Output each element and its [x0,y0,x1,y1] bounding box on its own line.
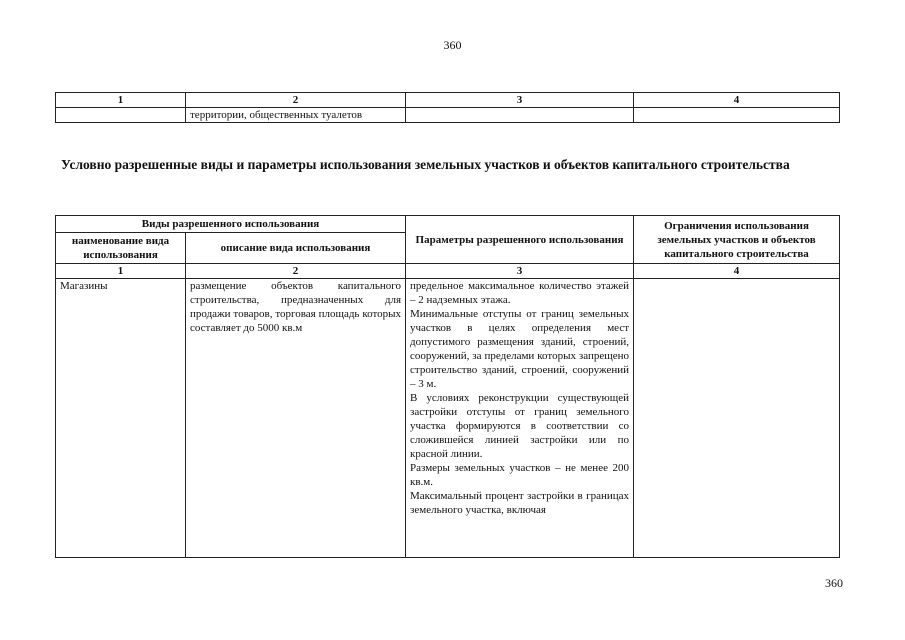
column-number-row [56,264,840,279]
column-number: 3 [406,93,634,108]
page-number-top: 360 [443,38,462,52]
params-header: Параметры разрешенного использования [406,216,634,264]
continuation-text: территории, общественных туалетов [186,108,406,123]
column-number: 3 [406,264,634,279]
limits-header: Ограничения использования земельных участков и объектов капитального строительства [634,216,840,264]
column-number: 2 [186,93,406,108]
use-description: размещение объектов капитального строительства, предназначенных для продажи товаров, торговая площадь которых составляет до 5000 кв.м [186,279,406,558]
column-number: 1 [56,264,186,279]
parameter-paragraph: Размеры земельных участков – не менее 200 кв.м. [410,462,630,488]
column-number: 2 [186,264,406,279]
column-number-row [56,93,840,108]
column-number: 1 [56,93,186,108]
column-number: 4 [634,264,840,279]
page-number-bottom: 360 [825,576,843,590]
header-row [56,216,840,233]
name-header: наименование вида использования [56,233,186,264]
parameter-paragraph: В условиях реконструкции существующей застройки отступы от границ земельного участка формируются в соответствии со сложившейся линией застройки или по красной линии. [410,392,630,460]
table-cell [56,108,186,123]
use-parameters [406,279,634,558]
group-header: Виды разрешенного использования [56,216,406,233]
parameter-paragraph: Максимальный процент застройки в границах земельного участка, включая [410,490,630,516]
land-use-table [55,215,840,558]
table-cell [406,108,634,123]
continuation-table [55,92,840,123]
description-header: описание вида использования [186,233,406,264]
parameter-paragraph: Минимальные отступы от границ земельных участков в целях определения мест допустимого размещения зданий, строений, сооружений, за пределами которых запрещено строительство зданий, строений, сооружений – 3 м. [410,308,630,390]
table-row [56,108,840,123]
section-title: Условно разрешенные виды и параметры использования земельных участков и объектов капитального строительства [61,157,790,172]
table-row [56,279,840,558]
use-limits [634,279,840,558]
column-number: 4 [634,93,840,108]
table-cell [634,108,840,123]
use-name: Магазины [56,279,186,558]
parameter-paragraph: предельное максимальное количество этажей – 2 надземных этажа. [410,280,630,306]
